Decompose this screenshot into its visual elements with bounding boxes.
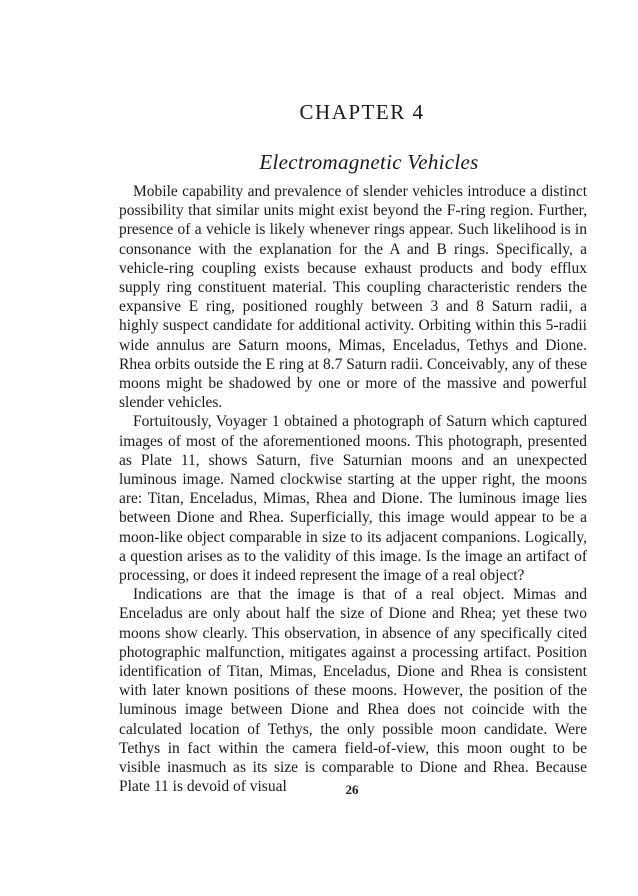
chapter-heading: CHAPTER 4 <box>299 100 425 124</box>
chapter-title: Electromagnetic Vehicles <box>259 150 479 174</box>
page-number: 26 <box>345 782 359 797</box>
paragraph: Fortuitously, Voyager 1 obtained a photograph of Saturn which captured images of most of the aforementioned moons. This photograph, presented as Plate 11, shows Saturn, five Saturnian moons and an unexpected luminous image. Named clockwise starting at the upper right, the moons are: Titan, Enceladus, Mimas, Rhea and Dione. The luminous image lies between Dione and Rhea. Superficially, this image would appear to be a moon-like object comparable in size to its adjacent companions. Logically, a question arises as to the validity of this image. Is the image an artifact of processing, or does it indeed represent the image of a real object? <box>119 413 587 585</box>
body-text <box>119 182 587 797</box>
paragraph: Mobile capability and prevalence of slender vehicles introduce a distinct possibility that similar units might exist beyond the F-ring region. Further, presence of a vehicle is likely whenever rings appear. Such likelihood is in consonance with the explanation for the A and B rings. Specifically, a vehicle-ring coupling exists because exhaust products and body efflux supply ring constituent material. This coupling characteristic renders the expansive E ring, positioned roughly between 3 and 8 Saturn radii, a highly suspect candidate for additional activity. Orbiting within this 5-radii wide annulus are Saturn moons, Mimas, Enceladus, Tethys and Dione. Rhea orbits outside the E ring at 8.7 Saturn radii. Conceivably, any of these moons might be shadowed by one or more of the massive and powerful slender vehicles. <box>119 183 587 412</box>
paragraph: Indications are that the image is that of a real object. Mimas and Enceladus are only about half the size of Dione and Rhea; yet these two moons show clearly. This observation, in absence of any specifically cited photographic malfunction, mitigates against a processing artifact. Position identification of Titan, Mimas, Enceladus, Dione and Rhea is consistent with later known positions of these moons. However, the position of the luminous image between Dione and Rhea does not coincide with the calculated location of Tethys, the only possible moon candidate. Were Tethys in fact within the camera field-of-view, this moon ought to be visible inasmuch as its size is comparable to Dione and Rhea. Because Plate 11 is devoid of visual <box>119 586 587 796</box>
